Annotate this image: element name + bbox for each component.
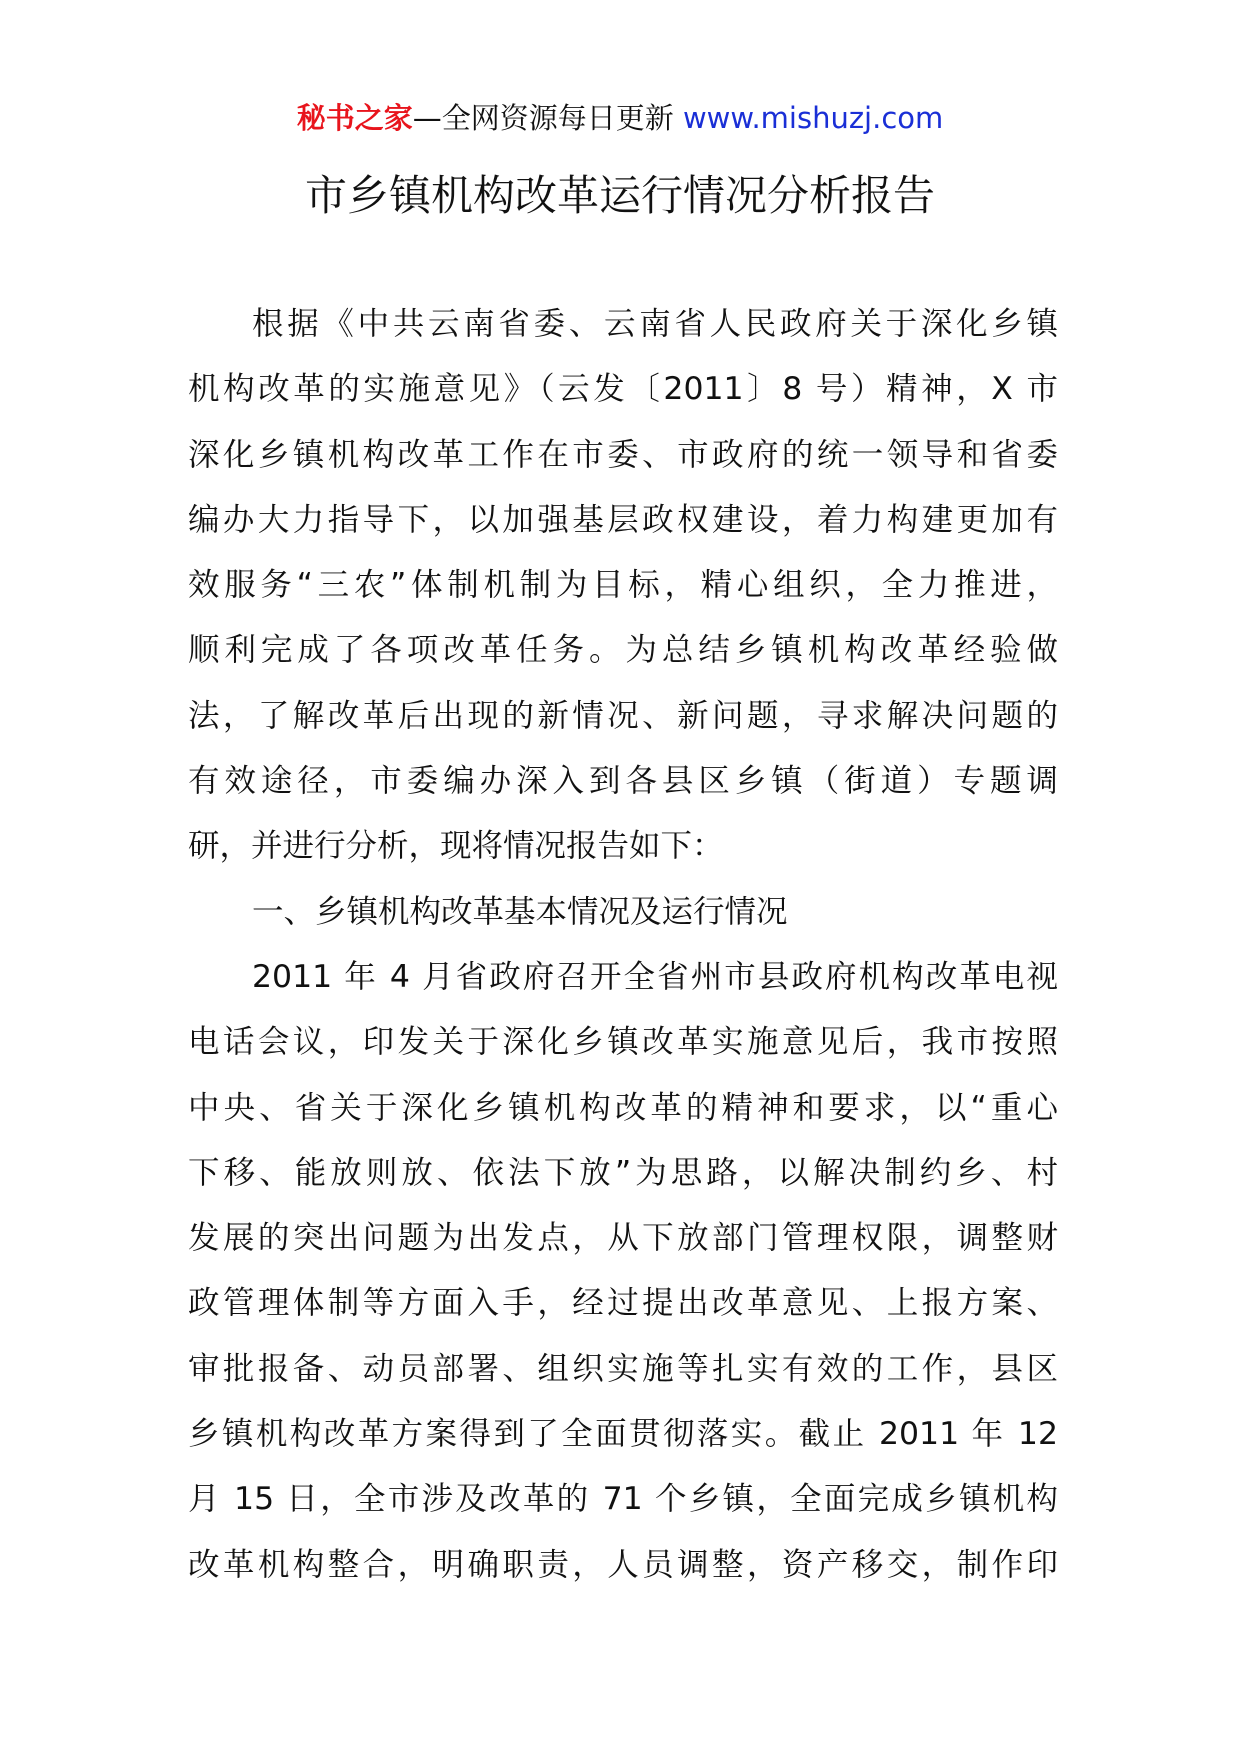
site-header — [0, 98, 1240, 138]
paragraph-line: 电话会议，印发关于深化乡镇改革实施意见后，我市按照 — [188, 1024, 1058, 1061]
paragraph-line: 发展的突出问题为出发点，从下放部门管理权限，调整财 — [188, 1220, 1058, 1257]
paragraph-line: 根据《中共云南省委、云南省人民政府关于深化乡镇 — [252, 306, 1058, 342]
paragraph-line: 顺利完成了各项改革任务。为总结乡镇机构改革经验做 — [188, 632, 1058, 669]
paragraph-line: 中央、省关于深化乡镇机构改革的精神和要求，以“重心 — [188, 1089, 1058, 1126]
section-heading: 一、乡镇机构改革基本情况及运行情况 — [252, 893, 788, 930]
paragraph-line: 编办大力指导下，以加强基层政权建设，着力构建更加有 — [188, 501, 1058, 538]
paragraph-line: 效服务“三农”体制机制为目标，精心组织，全力推进， — [188, 567, 1058, 604]
paragraph-line: 审批报备、动员部署、组织实施等扎实有效的工作，县区 — [188, 1350, 1058, 1387]
paragraph-line: 下移、能放则放、依法下放”为思路，以解决制约乡、村 — [188, 1154, 1058, 1191]
paragraph-line: 深化乡镇机构改革工作在市委、市政府的统一领导和省委 — [188, 436, 1058, 473]
document-title: 市乡镇机构改革运行情况分析报告 — [304, 171, 935, 220]
paragraph-line: 2011 年 4 月省政府召开全省州市县政府机构改革电视 — [252, 958, 1058, 995]
paragraph-line: 政管理体制等方面入手，经过提出改革意见、上报方案、 — [188, 1285, 1058, 1322]
paragraph-line: 月 15 日，全市涉及改革的 71 个乡镇，全面完成乡镇机构 — [188, 1481, 1058, 1518]
paragraph-line: 研，并进行分析，现将情况报告如下： — [188, 828, 724, 865]
paragraph-line: 有效途径，市委编办深入到各县区乡镇（街道）专题调 — [188, 763, 1058, 800]
site-tagline: —全网资源每日更新 — [412, 101, 674, 135]
document-body — [188, 292, 1058, 1598]
site-url-link[interactable]: www.mishuzj.com — [682, 101, 944, 135]
paragraph-line: 法，了解改革后出现的新情况、新问题，寻求解决问题的 — [188, 697, 1058, 734]
site-brand: 秘书之家 — [296, 101, 413, 135]
paragraph-line: 机构改革的实施意见》（云发〔2011〕8 号）精神，X 市 — [188, 371, 1058, 408]
paragraph-line: 乡镇机构改革方案得到了全面贯彻落实。截止 2011 年 12 — [188, 1416, 1058, 1453]
paragraph-line: 改革机构整合，明确职责，人员调整，资产移交，制作印 — [188, 1546, 1058, 1583]
